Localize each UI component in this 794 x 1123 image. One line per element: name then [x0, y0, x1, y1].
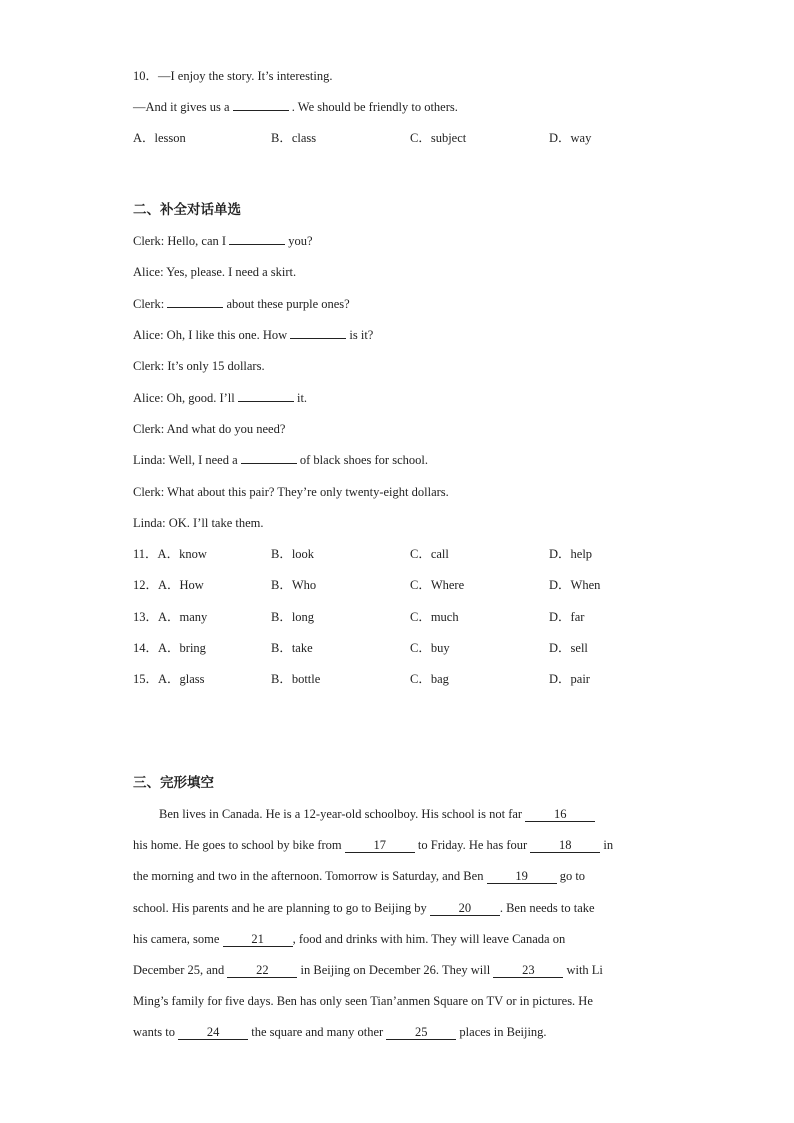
q10-option-c[interactable]: C．subject: [410, 131, 467, 145]
dialogue-line: [133, 484, 449, 500]
question-13-option-a[interactable]: 13．A．many: [133, 610, 208, 624]
cloze-text: places in Beijing.: [459, 1025, 547, 1039]
dialogue-text: it.: [296, 391, 308, 405]
question-11-option-d[interactable]: D．help: [549, 547, 593, 561]
question-14-option-a[interactable]: 14．A．bring: [133, 641, 206, 655]
cloze-line-5: [133, 931, 659, 947]
dialogue-line: [133, 264, 296, 280]
question-12-option-a[interactable]: 12．A．How: [133, 578, 204, 592]
dialogue-line: [133, 327, 373, 343]
answer-blank[interactable]: [241, 452, 297, 464]
cloze-text: to Friday. He has four: [417, 838, 528, 852]
q10-line1: 10．—I enjoy the story. It’s interesting.: [133, 69, 333, 83]
question-15-option-c[interactable]: C．bag: [410, 672, 449, 686]
cloze-text: with Li: [566, 963, 603, 977]
cloze-text: his home. He goes to school by bike from: [133, 838, 342, 852]
question-13-option-b[interactable]: B．long: [271, 610, 315, 624]
cloze-text: his camera, some: [133, 932, 220, 946]
question-15-option-d[interactable]: D．pair: [549, 672, 590, 686]
cloze-line-6: [133, 962, 659, 978]
cloze-text: in Beijing on December 26. They will: [300, 963, 491, 977]
q10-option-d[interactable]: D．way: [549, 131, 592, 145]
cloze-text: go to: [559, 869, 586, 883]
answer-blank[interactable]: [238, 390, 294, 402]
question-15-option-b[interactable]: B．bottle: [271, 672, 321, 686]
question-14-option-c[interactable]: C．buy: [410, 641, 450, 655]
question-12-option-d[interactable]: D．When: [549, 578, 601, 592]
dialogue-text: Alice: Oh, good. I’ll: [133, 391, 235, 405]
answer-blank[interactable]: [167, 296, 223, 308]
question-13-option-c[interactable]: C．much: [410, 610, 459, 624]
question-13-option-d[interactable]: D．far: [549, 610, 585, 624]
cloze-text: . Ben needs to take: [499, 901, 595, 915]
cloze-blank-24[interactable]: 24: [178, 1025, 248, 1040]
dialogue-line: [133, 452, 428, 468]
cloze-line-4: [133, 900, 659, 916]
dialogue-text: Clerk:: [133, 297, 165, 311]
cloze-blank-21[interactable]: 21: [223, 932, 293, 947]
answer-blank[interactable]: [229, 233, 285, 245]
question-15-option-a[interactable]: 15．A．glass: [133, 672, 205, 686]
question-12-option-c[interactable]: C．Where: [410, 578, 465, 592]
cloze-blank-20[interactable]: 20: [430, 901, 500, 916]
cloze-line-8: [133, 1024, 659, 1040]
dialogue-text: Linda: OK. I’ll take them.: [133, 516, 264, 530]
dialogue-text: Clerk: And what do you need?: [133, 422, 286, 436]
question-14-option-d[interactable]: D．sell: [549, 641, 588, 655]
dialogue-line: [133, 421, 285, 437]
question-12-option-b[interactable]: B．Who: [271, 578, 317, 592]
dialogue-text: Clerk: It’s only 15 dollars.: [133, 359, 265, 373]
cloze-text: , food and drinks with him. They will leave Canada on: [292, 932, 566, 946]
cloze-blank-25[interactable]: 25: [386, 1025, 456, 1040]
section3-title: 三、完形填空: [133, 775, 214, 791]
dialogue-text: is it?: [349, 328, 374, 342]
cloze-text: the square and many other: [251, 1025, 384, 1039]
dialogue-text: Alice: Oh, I like this one. How: [133, 328, 288, 342]
cloze-blank-22[interactable]: 22: [227, 963, 297, 978]
dialogue-text: Clerk: What about this pair? They’re only twenty-eight dollars.: [133, 485, 449, 499]
cloze-line-3: [133, 868, 659, 884]
cloze-text: wants to: [133, 1025, 176, 1039]
dialogue-line: [133, 515, 264, 531]
dialogue-line: [133, 358, 265, 374]
q10-line2: [133, 99, 458, 115]
answer-blank[interactable]: [290, 327, 346, 339]
question-11-option-b[interactable]: B．look: [271, 547, 315, 561]
cloze-text: school. His parents and he are planning to go to Beijing by: [133, 901, 427, 915]
dialogue-text: about these purple ones?: [226, 297, 350, 311]
q10-line2-pre: —And it gives us a: [133, 100, 230, 114]
cloze-text: the morning and two in the afternoon. Tomorrow is Saturday, and Ben: [133, 869, 484, 883]
dialogue-text: you?: [288, 234, 313, 248]
answer-blank[interactable]: [233, 99, 289, 111]
q10-line2-post: . We should be friendly to others.: [291, 100, 458, 114]
dialogue-line: [133, 233, 313, 249]
cloze-blank-19[interactable]: 19: [487, 869, 557, 884]
dialogue-text: of black shoes for school.: [299, 453, 428, 467]
cloze-text: Ben lives in Canada. He is a 12-year-old schoolboy. His school is not far: [159, 807, 523, 821]
cloze-text: Ming’s family for five days. Ben has only seen Tian’anmen Square on TV or in pictures. He: [133, 994, 593, 1008]
cloze-line-7: [133, 993, 659, 1009]
question-11-option-a[interactable]: 11．A．know: [133, 547, 207, 561]
dialogue-text: Linda: Well, I need a: [133, 453, 238, 467]
q10-option-a[interactable]: A．lesson: [133, 131, 186, 145]
cloze-text: December 25, and: [133, 963, 225, 977]
cloze-line-2: [133, 837, 659, 853]
dialogue-line: [133, 390, 307, 406]
dialogue-line: [133, 296, 350, 312]
dialogue-text: Alice: Yes, please. I need a skirt.: [133, 265, 297, 279]
section2-title: 二、补全对话单选: [133, 202, 241, 218]
cloze-line-1: [133, 806, 659, 822]
question-14-option-b[interactable]: B．take: [271, 641, 313, 655]
cloze-blank-18[interactable]: 18: [530, 838, 600, 853]
cloze-text: in: [603, 838, 614, 852]
dialogue-text: Clerk: Hello, can I: [133, 234, 227, 248]
cloze-blank-17[interactable]: 17: [345, 838, 415, 853]
cloze-blank-16[interactable]: 16: [525, 807, 595, 822]
q10-option-b[interactable]: B．class: [271, 131, 317, 145]
question-11-option-c[interactable]: C．call: [410, 547, 449, 561]
cloze-blank-23[interactable]: 23: [493, 963, 563, 978]
